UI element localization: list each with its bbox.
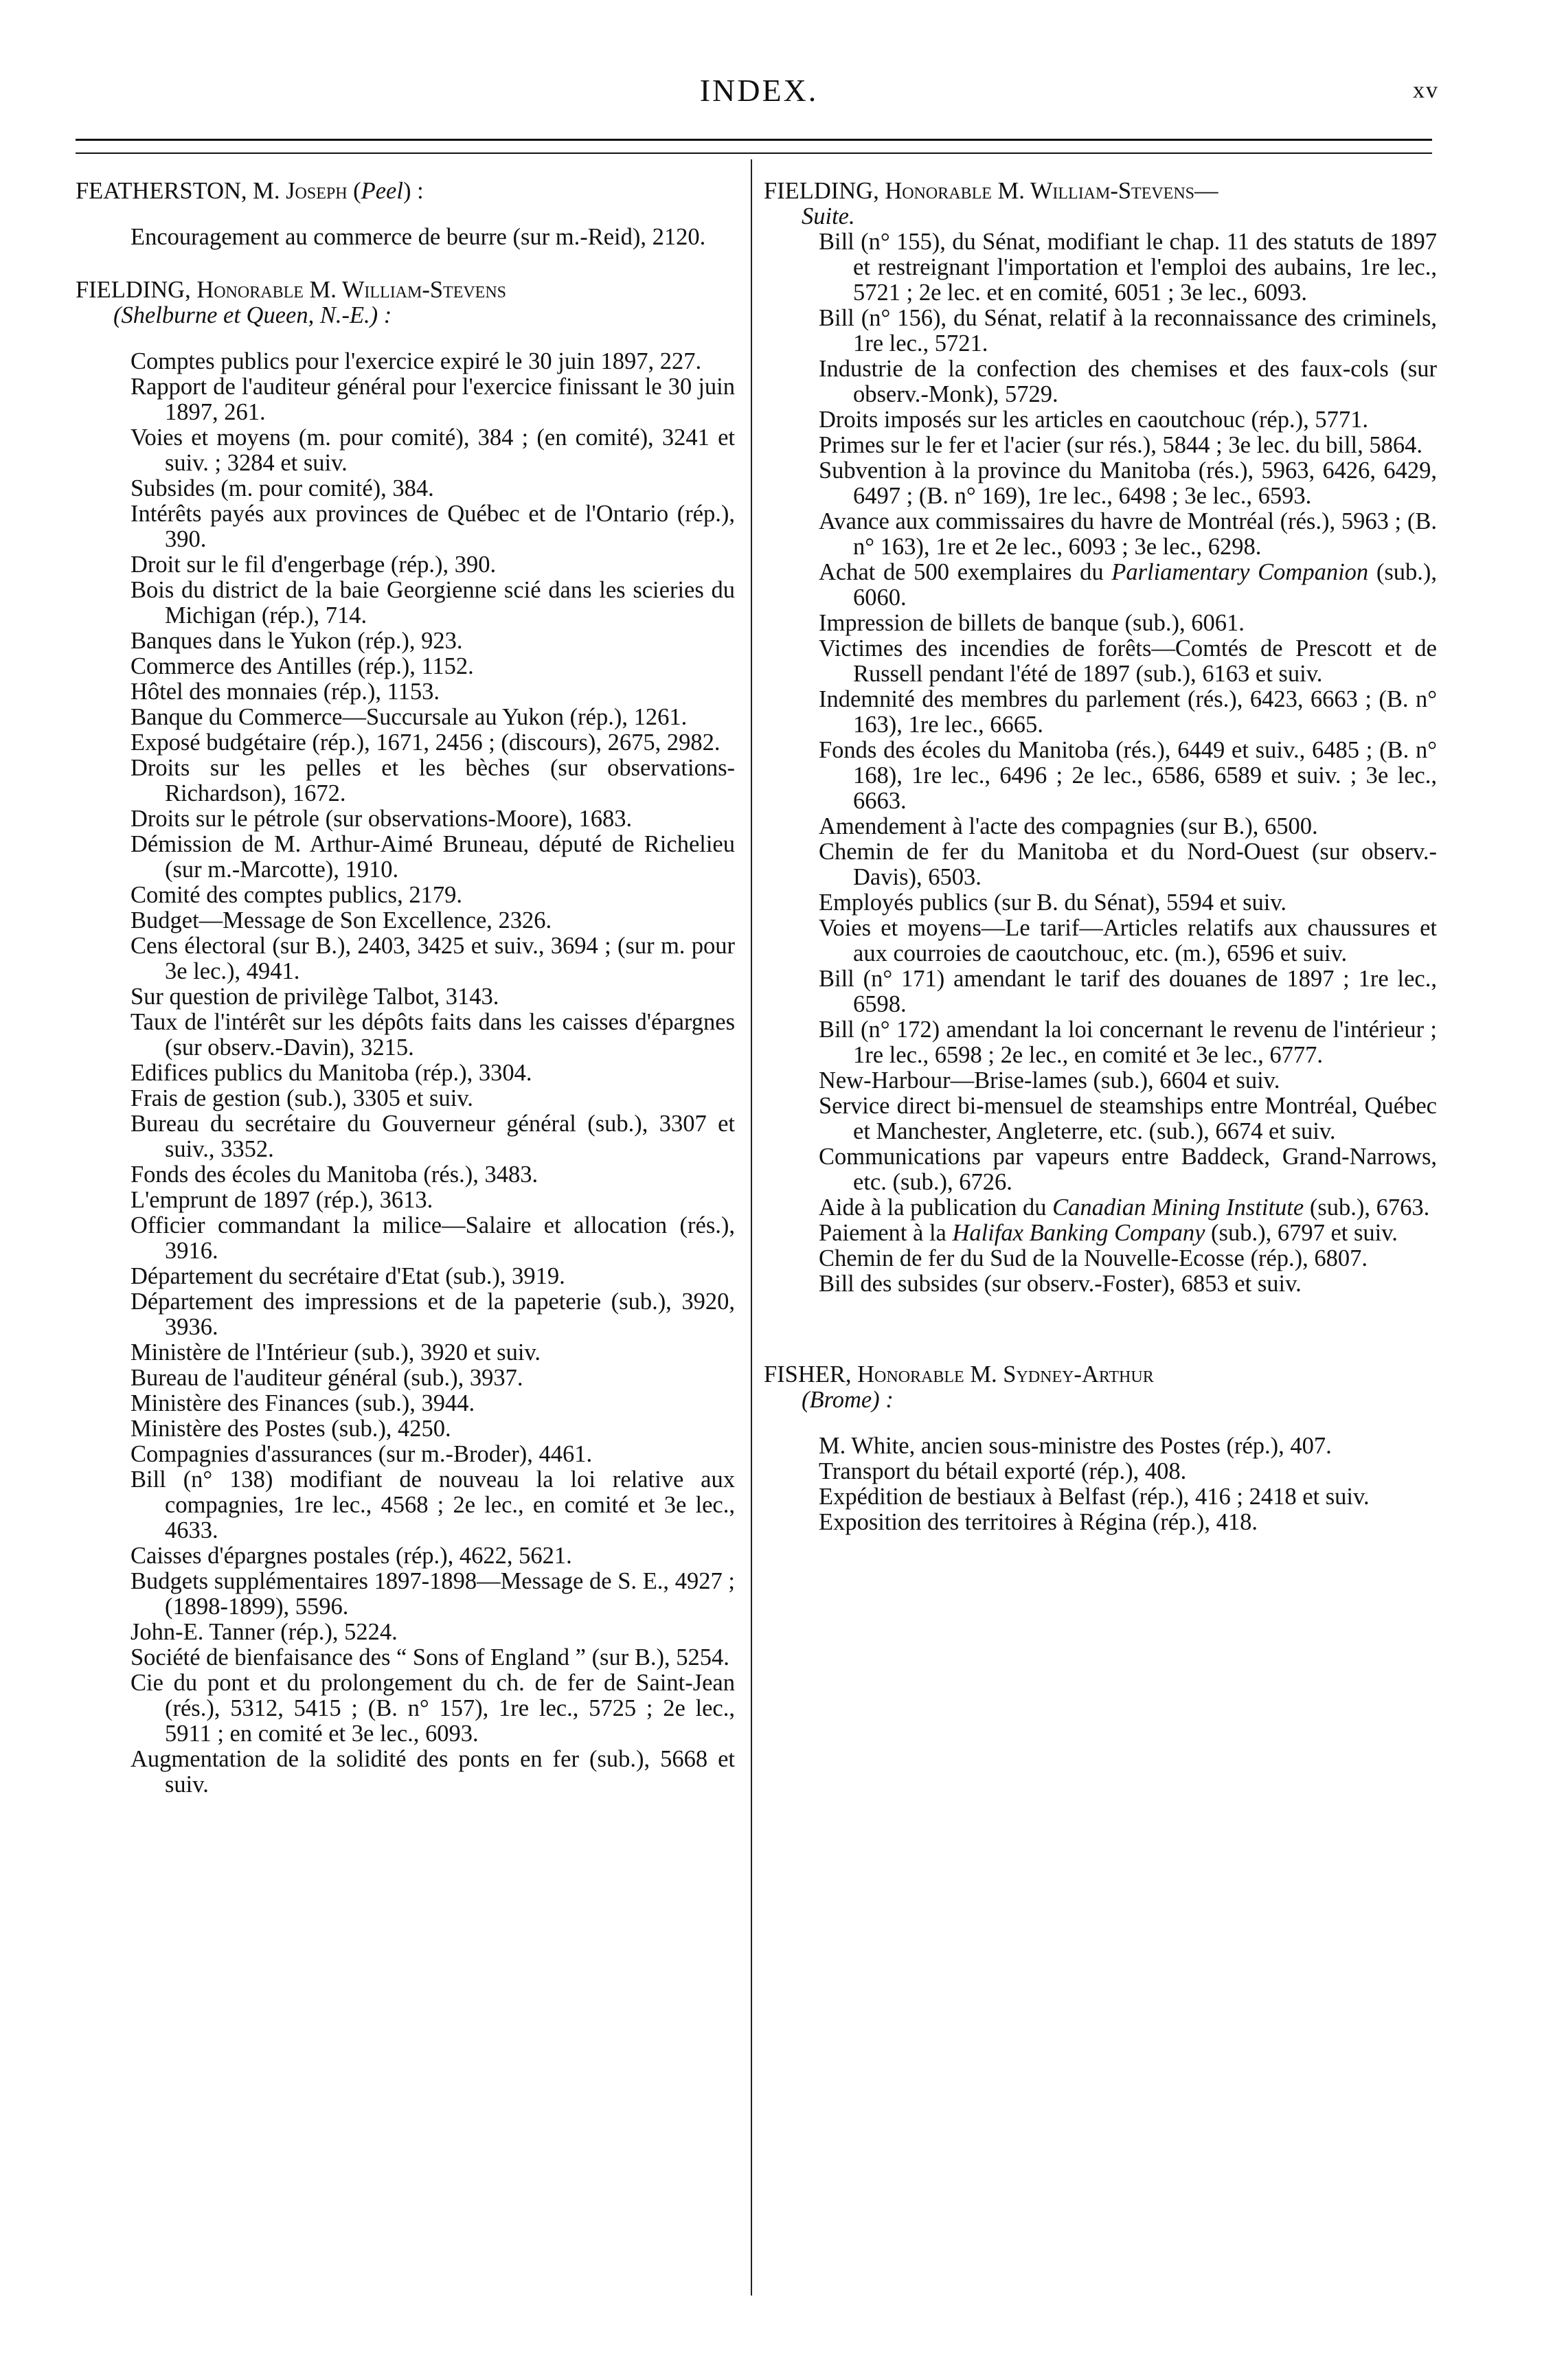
- index-item-paiement: [764, 1221, 1437, 1246]
- index-item: M. White, ancien sous-ministre des Postes (rép.), 407.: [819, 1433, 1332, 1459]
- index-item: Ministère des Postes (sub.), 4250.: [131, 1416, 451, 1442]
- entry-heading: [76, 179, 735, 204]
- index-item: Avance aux commissaires du havre de Montréal (rés.), 5963 ; (B. n° 163), 1re et 2e lec., 6093 ; 3e lec., 6298.: [819, 508, 1437, 560]
- index-item: Impression de billets de banque (sub.), 6061.: [819, 610, 1245, 636]
- index-item-list: [76, 349, 735, 1798]
- item-text: Achat de 500 exemplaires du: [819, 559, 1112, 585]
- entry-title: , M. Joseph (: [240, 178, 361, 204]
- item-italic: Canadian Mining Institute: [1052, 1194, 1304, 1221]
- index-entry-fielding-continued: [764, 179, 1437, 1297]
- page-header: [0, 72, 1542, 113]
- index-item: Banque du Commerce—Succursale au Yukon (rép.), 1261.: [131, 704, 688, 730]
- index-item-list: [764, 1246, 1437, 1297]
- index-item: Intérêts payés aux provinces de Québec et de l'Ontario (rép.), 390.: [131, 501, 735, 552]
- item-text: (sub.), 6797 et suiv.: [1205, 1220, 1398, 1246]
- left-column: [76, 179, 735, 1798]
- index-item: Augmentation de la solidité des ponts en fer (sub.), 5668 et suiv.: [131, 1746, 735, 1798]
- index-item-list: [764, 229, 1437, 560]
- index-item-aide: [764, 1195, 1437, 1221]
- index-item: Caisses d'épargnes postales (rép.), 4622, 5621.: [131, 1543, 572, 1569]
- index-item-achat: [764, 560, 1437, 611]
- index-item: Comptes publics pour l'exercice expiré le 30 juin 1897, 227.: [131, 348, 702, 374]
- index-item: Cens électoral (sur B.), 2403, 3425 et suiv., 3694 ; (sur m. pour 3e lec.), 4941.: [131, 933, 735, 984]
- index-item: Voies et moyens—Le tarif—Articles relatifs aux chaussures et aux courroies de caoutchouc, etc. (m.), 6596 et suiv.: [819, 915, 1437, 966]
- index-item-list: [764, 611, 1437, 1195]
- index-item: Compagnies d'assurances (sur m.-Broder), 4461.: [131, 1441, 593, 1467]
- index-item: Fonds des écoles du Manitoba (rés.), 6449 et suiv., 6485 ; (B. n° 168), 1re lec., 6496 ; 2e lec., 6586, 6589 et suiv. ; 3e lec., 6663.: [819, 737, 1437, 814]
- right-column: [764, 179, 1437, 1535]
- index-item: Rapport de l'auditeur général pour l'exercice finissant le 30 juin 1897, 261.: [131, 374, 735, 425]
- header-rule-thick: [76, 139, 1432, 141]
- riding-name: (Brome): [802, 1387, 880, 1413]
- index-item: Commerce des Antilles (rép.), 1152.: [131, 653, 474, 679]
- item-text: Aide à la publication du: [819, 1194, 1053, 1221]
- index-item: Bureau du secrétaire du Gouverneur général (sub.), 3307 et suiv., 3352.: [131, 1111, 735, 1162]
- index-item: Exposé budgétaire (rép.), 1671, 2456 ; (discours), 2675, 2982.: [131, 729, 721, 756]
- entry-title: , Honorable M. Sydney-Arthur: [845, 1361, 1154, 1387]
- index-item: Département des impressions et de la papeterie (sub.), 3920, 3936.: [131, 1289, 735, 1340]
- entry-riding: Peel: [361, 178, 403, 204]
- entry-name: FISHER: [764, 1361, 846, 1387]
- index-entry-fielding: [76, 277, 735, 1798]
- index-item: Industrie de la confection des chemises et des faux-cols (sur observ.-Monk), 5729.: [819, 356, 1437, 407]
- index-item: Bill des subsides (sur observ.-Foster), 6853 et suiv.: [819, 1271, 1302, 1297]
- index-item: Bois du district de la baie Georgienne scié dans les scieries du Michigan (rép.), 714.: [131, 577, 735, 628]
- index-item: Chemin de fer du Sud de la Nouvelle-Ecosse (rép.), 6807.: [819, 1245, 1368, 1271]
- page-number: xv: [1413, 78, 1439, 103]
- index-item: Bureau de l'auditeur général (sub.), 3937.: [131, 1365, 523, 1391]
- index-item: Taux de l'intérêt sur les dépôts faits dans les caisses d'épargnes (sur observ.-Davin), 3215.: [131, 1009, 735, 1061]
- index-item: Droits sur les pelles et les bèches (sur observations-Richardson), 1672.: [131, 755, 735, 806]
- index-item: Communications par vapeurs entre Baddeck, Grand-Narrows, etc. (sub.), 6726.: [819, 1144, 1437, 1195]
- index-item: Bill (n° 172) amendant la loi concernant le revenu de l'intérieur ; 1re lec., 6598 ; 2e lec., en comité et 3e lec., 6777.: [819, 1017, 1437, 1068]
- index-item: Comité des comptes publics, 2179.: [131, 882, 462, 908]
- index-item: Budgets supplémentaires 1897-1898—Message de S. E., 4927 ; (1898-1899), 5596.: [131, 1568, 735, 1620]
- index-item: Budget—Message de Son Excellence, 2326.: [131, 907, 552, 933]
- index-item: Démission de M. Arthur-Aimé Bruneau, député de Richelieu (sur m.-Marcotte), 1910.: [131, 831, 735, 883]
- index-item: Bill (n° 138) modifiant de nouveau la loi relative aux compagnies, 1re lec., 4568 ; 2e lec., en comité et 3e lec., 4633.: [131, 1466, 735, 1543]
- entry-heading: [764, 1362, 1437, 1413]
- index-item: Frais de gestion (sub.), 3305 et suiv.: [131, 1085, 473, 1111]
- index-item: John-E. Tanner (rép.), 5224.: [131, 1619, 398, 1645]
- index-item: Droits sur le pétrole (sur observations-Moore), 1683.: [131, 806, 633, 832]
- index-item: L'emprunt de 1897 (rép.), 3613.: [131, 1187, 433, 1213]
- index-item: Service direct bi-mensuel de steamships entre Montréal, Québec et Manchester, Angleterre, etc. (sub.), 6674 et suiv.: [819, 1093, 1437, 1144]
- index-item-list: [764, 1433, 1437, 1535]
- entry-name: FEATHERSTON: [76, 178, 241, 204]
- entry-name: FIELDING: [764, 178, 874, 204]
- index-item: Encouragement au commerce de beurre (sur m.-Reid), 2120.: [131, 224, 706, 250]
- item-text: (sub.), 6060.: [853, 559, 1438, 611]
- page-title: INDEX.: [699, 73, 819, 108]
- entry-riding: (Shelburne et Queen, N.-E.) :: [113, 302, 392, 328]
- index-item: Banques dans le Yukon (rép.), 923.: [131, 628, 463, 654]
- index-item: Indemnité des membres du parlement (rés.), 6423, 6663 ; (B. n° 163), 1re lec., 6665.: [819, 686, 1437, 738]
- index-item: Primes sur le fer et l'acier (sur rés.), 5844 ; 3e lec. du bill, 5864.: [819, 432, 1423, 458]
- index-item: Subsides (m. pour comité), 384.: [131, 475, 434, 501]
- index-item: Bill (n° 156), du Sénat, relatif à la reconnaissance des criminels, 1re lec., 5721.: [819, 305, 1437, 356]
- index-item: Sur question de privilège Talbot, 3143.: [131, 984, 499, 1010]
- index-item: Amendement à l'acte des compagnies (sur B.), 6500.: [819, 813, 1318, 839]
- index-entry-featherston: [76, 179, 735, 250]
- index-item: New-Harbour—Brise-lames (sub.), 6604 et suiv.: [819, 1067, 1280, 1093]
- index-item: Ministère de l'Intérieur (sub.), 3920 et suiv.: [131, 1339, 541, 1365]
- index-item: Ministère des Finances (sub.), 3944.: [131, 1390, 475, 1416]
- entry-suite: Suite.: [802, 203, 855, 229]
- entry-name: FIELDING: [76, 277, 185, 303]
- item-text: Paiement à la: [819, 1220, 953, 1246]
- index-item: Officier commandant la milice—Salaire et allocation (rés.), 3916.: [131, 1212, 735, 1264]
- index-item: Droits imposés sur les articles en caoutchouc (rép.), 5771.: [819, 407, 1368, 433]
- index-item: Société de bienfaisance des “ Sons of England ” (sur B.), 5254.: [131, 1644, 729, 1670]
- entry-heading: [76, 277, 735, 328]
- entry-heading: [764, 179, 1437, 229]
- index-item: Voies et moyens (m. pour comité), 384 ; (en comité), 3241 et suiv. ; 3284 et suiv.: [131, 424, 735, 476]
- item-italic: Halifax Banking Company: [952, 1220, 1205, 1246]
- item-italic: Parliamentary Companion: [1111, 559, 1369, 585]
- index-entry-fisher: [764, 1362, 1437, 1535]
- entry-title: , Honorable M. William-Stevens: [185, 277, 507, 303]
- index-item: Edifices publics du Manitoba (rép.), 3304.: [131, 1060, 532, 1086]
- index-item: Employés publics (sur B. du Sénat), 5594 et suiv.: [819, 889, 1286, 916]
- index-item: Cie du pont et du prolongement du ch. de fer de Saint-Jean (rés.), 5312, 5415 ; (B. n° 157), 1re lec., 5725 ; 2e lec., 5911 ; en comité et 3e lec., 6093.: [131, 1670, 735, 1747]
- index-item: Département du secrétaire d'Etat (sub.), 3919.: [131, 1263, 565, 1289]
- entry-heading-tail: ) :: [402, 178, 424, 204]
- index-item: Fonds des écoles du Manitoba (rés.), 3483.: [131, 1161, 538, 1188]
- entry-riding: [764, 1387, 1437, 1413]
- column-divider: [751, 159, 752, 2296]
- index-item: Droit sur le fil d'engerbage (rép.), 390.: [131, 552, 497, 578]
- index-item: Subvention à la province du Manitoba (rés.), 5963, 6426, 6429, 6497 ; (B. n° 169), 1re lec., 6498 ; 3e lec., 6593.: [819, 457, 1437, 509]
- index-item: Exposition des territoires à Régina (rép.), 418.: [819, 1509, 1258, 1535]
- index-item: Hôtel des monnaies (rép.), 1153.: [131, 679, 440, 705]
- index-item: Chemin de fer du Manitoba et du Nord-Ouest (sur observ.-Davis), 6503.: [819, 839, 1437, 890]
- item-text: (sub.), 6763.: [1304, 1194, 1430, 1221]
- entry-title: , Honorable M. William-Stevens—: [873, 178, 1218, 204]
- index-item: Expédition de bestiaux à Belfast (rép.), 416 ; 2418 et suiv.: [819, 1484, 1370, 1510]
- index-item: Victimes des incendies de forêts—Comtés de Prescott et de Russell pendant l'été de 1897 (sub.), 6163 et suiv.: [819, 635, 1437, 687]
- index-item: Bill (n° 171) amendant le tarif des douanes de 1897 ; 1re lec., 6598.: [819, 966, 1437, 1017]
- heading-tail: :: [879, 1387, 894, 1413]
- index-item: Transport du bétail exporté (rép.), 408.: [819, 1458, 1187, 1484]
- header-rule-thin: [76, 152, 1432, 154]
- index-item: Bill (n° 155), du Sénat, modifiant le chap. 11 des statuts de 1897 et restreignant l'importation et l'emploi des aubains, 1re lec., 5721 ; 2e lec. et en comité, 6051 ; 3e lec., 6093.: [819, 229, 1437, 306]
